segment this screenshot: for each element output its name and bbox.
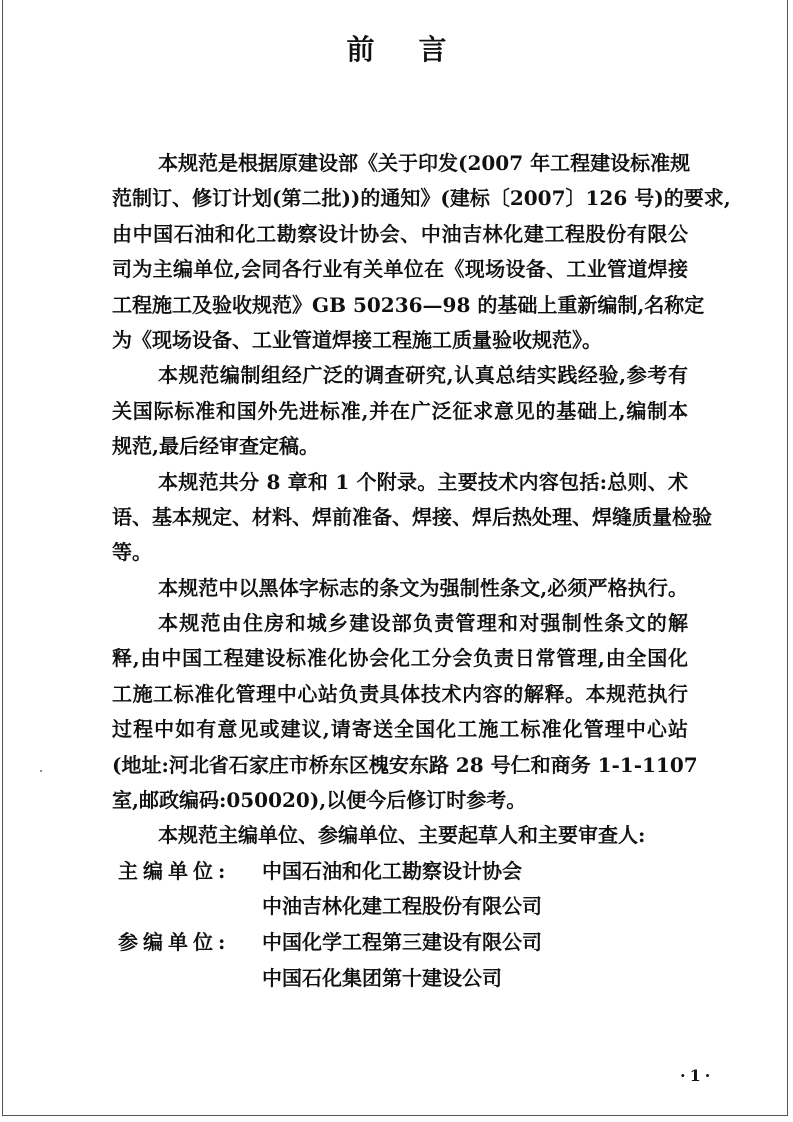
- signatory-label: 主编单位:: [118, 858, 231, 883]
- paragraph-line: 本规范编制组经广泛的调查研究,认真总结实践经验,参考有: [158, 363, 688, 388]
- paragraph-line: 本规范是根据原建设部《关于印发(2007 年工程建设标准规: [158, 151, 691, 175]
- paragraph-line: 过程中如有意见或建议,请寄送全国化工施工标准化管理中心站: [112, 717, 688, 742]
- paragraph-line: 范制订、修订计划(第二批))的通知》(建标〔2007〕126 号)的要求,: [112, 186, 731, 211]
- signatory-row: [112, 854, 688, 890]
- signatory-organization: 中油吉林化建工程股份有限公司: [262, 894, 542, 919]
- signatory-label: 参编单位:: [118, 930, 231, 954]
- signatory-organization: 中国石化集团第十建设公司: [262, 965, 502, 990]
- signatory-organization: 中国化学工程第三建设有限公司: [262, 930, 542, 954]
- signatory-row: [112, 925, 688, 961]
- paragraph-line: 语、基本规定、材料、焊前准备、焊接、焊后热处理、焊缝质量检验: [112, 504, 712, 529]
- signatory-row: [112, 889, 688, 925]
- scan-speck: [40, 770, 42, 772]
- paragraph-line: 本规范由住房和城乡建设部负责管理和对强制性条文的解: [158, 611, 688, 636]
- paragraph-line: 关国际标准和国外先进标准,并在广泛征求意见的基础上,编制本: [112, 398, 688, 423]
- paragraph-line: 本规范共分 8 章和 1 个附录。主要技术内容包括:总则、术: [158, 469, 688, 494]
- paragraph-line: 为《现场设备、工业管道焊接工程施工质量验收规范》。: [112, 327, 602, 352]
- paragraph-line: 本规范中以黑体字标志的条文为强制性条文,必须严格执行。: [158, 575, 688, 600]
- paragraph-line: 规范,最后经审查定稿。: [112, 434, 319, 459]
- paragraph-line: (地址:河北省石家庄市桥东区槐安东路 28 号仁和商务 1-1-1107: [112, 752, 698, 777]
- paragraph-line: 工程施工及验收规范》GB 50236—98 的基础上重新编制,名称定: [112, 292, 705, 317]
- paragraph-line: 本规范主编单位、参编单位、主要起草人和主要审查人:: [158, 823, 646, 848]
- document-body: [112, 146, 731, 996]
- paragraph-line: 释,由中国工程建设标准化协会化工分会负责日常管理,由全国化: [112, 646, 688, 671]
- paragraph-line: 工施工标准化管理中心站负责具体技术内容的解释。本规范执行: [112, 681, 688, 706]
- paragraph-line: 由中国石油和化工勘察设计协会、中油吉林化建工程股份有限公: [112, 221, 688, 246]
- paragraph-line: 室,邮政编码:050020),以便今后修订时参考。: [112, 788, 527, 813]
- page-number: ·1·: [680, 1066, 715, 1085]
- page-title: 前言: [346, 33, 491, 66]
- paragraph-line: 等。: [112, 540, 152, 565]
- paragraph-line: 司为主编单位,会同各行业有关单位在《现场设备、工业管道焊接: [112, 257, 688, 282]
- signatory-row: [112, 961, 688, 997]
- signatory-organization: 中国石油和化工勘察设计协会: [262, 858, 522, 883]
